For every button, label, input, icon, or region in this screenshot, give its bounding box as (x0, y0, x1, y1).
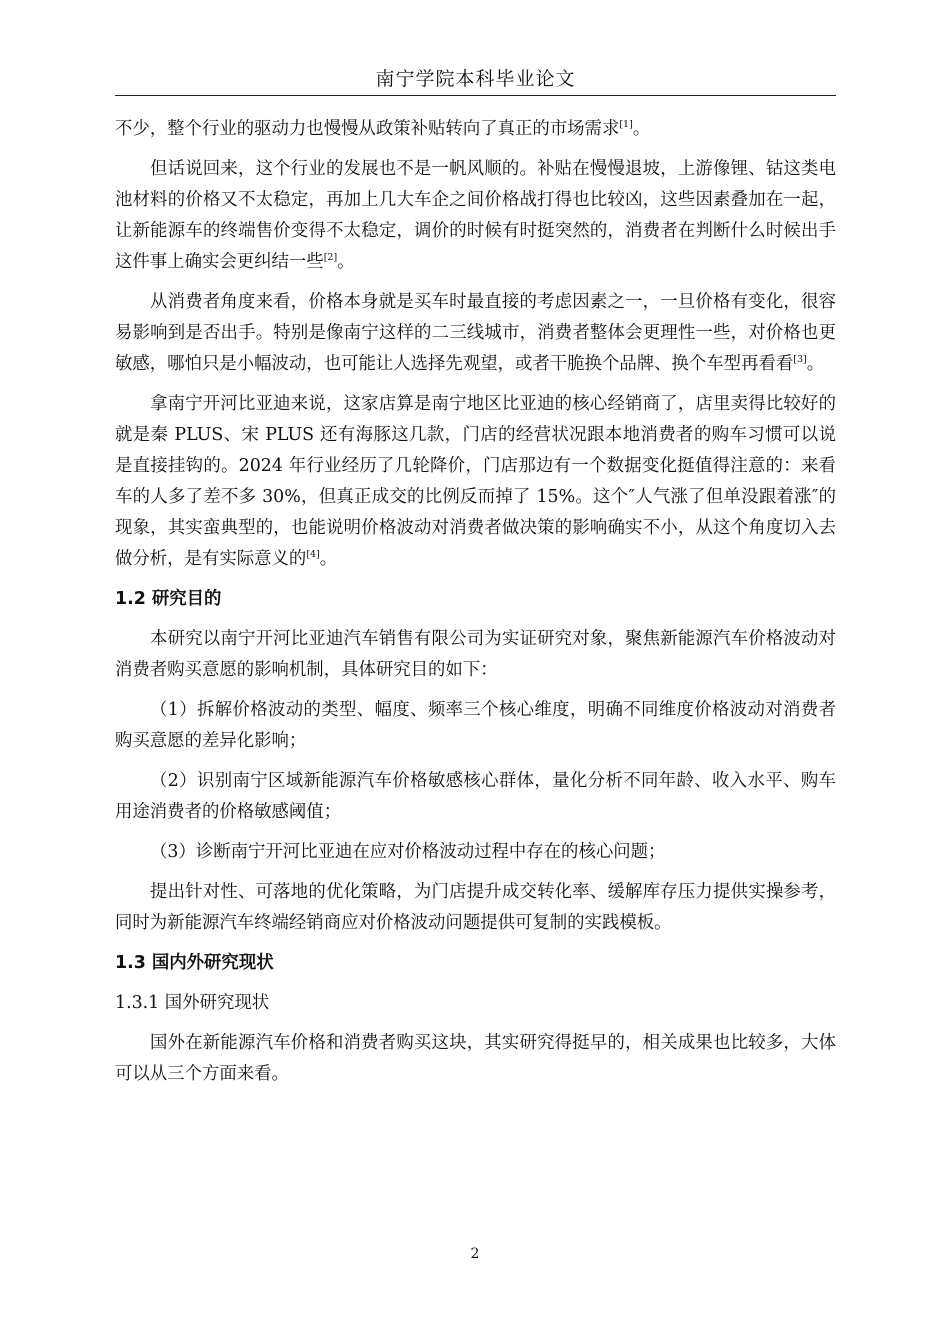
body-paragraph: 从消费者角度来看，价格本身就是买车时最直接的考虑因素之一，一旦价格有变化，很容易影响到是否出手。特别是像南宁这样的二三线城市，消费者整体会更理性一些，对价格也更敏感，哪怕只是小幅波动，也可能让人选择先观望，或者干脆换个品牌、换个车型再看看[3]。 (115, 292, 836, 374)
body-paragraph: 但话说回来，这个行业的发展也不是一帆风顺的。补贴在慢慢退坡，上游像锂、钴这类电池材料的价格又不太稳定，再加上几大车企之间价格战打得也比较凶，这些因素叠加在一起，让新能源车的终端售价变得不太稳定，调价的时候有时挺突然的，消费者在判断什么时候出手这件事上确实会更纠结一些[2]。 (115, 159, 836, 272)
page-body (115, 114, 836, 1099)
body-paragraph: 拿南宁开河比亚迪来说，这家店算是南宁地区比亚迪的核心经销商了，店里卖得比较好的就是秦 PLUS、宋 PLUS 还有海豚这几款，门店的经营状况跟本地消费者的购车习惯可以说是直接挂钩的。2024 年行业经历了几轮降价，门店那边有一个数据变化挺值得注意的：来看车的人多了差不多 30%，但真正成交的比例反而掉了 15%。这个″人气涨了但单没跟着涨″的现象，其实蛮典型的，也能说明价格波动对消费者做决策的影响确实不小，从这个角度切入去做分析，是有实际意义的[4]。 (115, 394, 836, 569)
section-heading-1-3: 1.3 国内外研究现状 (115, 953, 274, 973)
body-paragraph: 国外在新能源汽车价格和消费者购买这块，其实研究得挺早的，相关成果也比较多，大体可以从三个方面来看。 (115, 1033, 836, 1084)
subsection-heading-1-3-1: 1.3.1 国外研究现状 (115, 993, 270, 1013)
body-paragraph: 本研究以南宁开河比亚迪汽车销售有限公司为实证研究对象，聚焦新能源汽车价格波动对消费者购买意愿的影响机制，具体研究目的如下： (115, 629, 836, 680)
body-paragraph: 不少，整个行业的驱动力也慢慢从政策补贴转向了真正的市场需求[1]。 (115, 119, 651, 139)
page-number: 2 (470, 1246, 480, 1262)
list-item: （2）识别南宁区域新能源汽车价格敏感核心群体，量化分析不同年龄、收入水平、购车用途消费者的价格敏感阈值； (115, 771, 836, 822)
citation-marker: [4] (306, 549, 320, 561)
list-item: （1）拆解价格波动的类型、幅度、频率三个核心维度，明确不同维度价格波动对消费者购买意愿的差异化影响； (115, 700, 836, 751)
header-rule (115, 95, 836, 96)
citation-marker: [2] (323, 252, 338, 264)
list-item: （3）诊断南宁开河比亚迪在应对价格波动过程中存在的核心问题； (150, 842, 666, 862)
citation-marker: [3] (793, 354, 807, 366)
citation-marker: [1] (619, 119, 633, 131)
page-header-title: 南宁学院本科毕业论文 (375, 68, 576, 90)
body-paragraph: 提出针对性、可落地的优化策略，为门店提升成交转化率、缓解库存压力提供实操参考，同时为新能源汽车终端经销商应对价格波动问题提供可复制的实践模板。 (115, 882, 836, 933)
section-heading-1-2: 1.2 研究目的 (115, 589, 222, 609)
